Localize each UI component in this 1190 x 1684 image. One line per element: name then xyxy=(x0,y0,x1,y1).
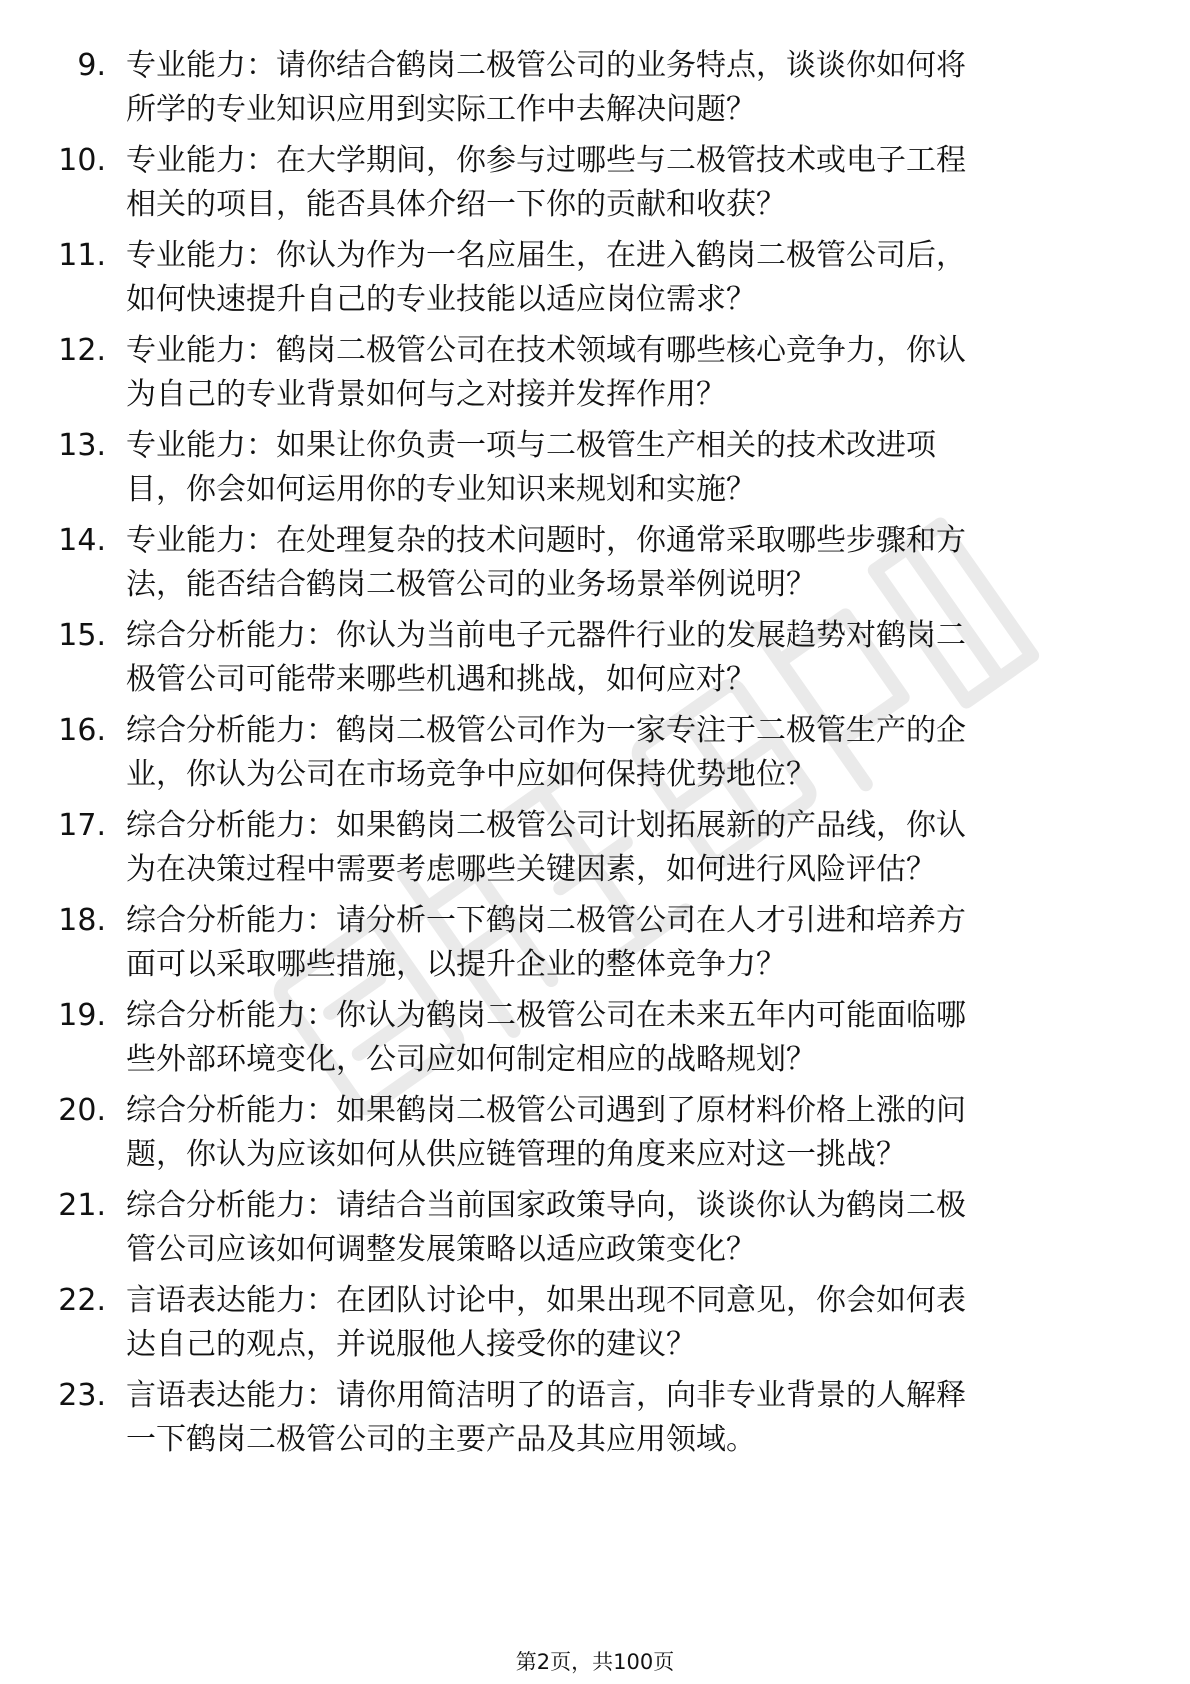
question-item xyxy=(0,1374,1190,1469)
question-number: 12. xyxy=(58,333,106,368)
question-text: 专业能力：请你结合鹤岗二极管公司的业务特点，谈谈你如何将 所学的专业知识应用到实际工作中去解决问题？ xyxy=(126,48,966,127)
question-number: 16. xyxy=(58,713,106,748)
question-number: 23. xyxy=(58,1378,106,1413)
question-text: 专业能力：在大学期间，你参与过哪些与二极管技术或电子工程 相关的项目，能否具体介绍一下你的贡献和收获？ xyxy=(126,143,966,222)
question-text: 综合分析能力：你认为当前电子元器件行业的发展趋势对鹤岗二 极管公司可能带来哪些机遇和挑战，如何应对？ xyxy=(126,618,966,697)
question-item xyxy=(0,424,1190,519)
question-item xyxy=(0,329,1190,424)
question-number: 13. xyxy=(58,428,106,463)
question-item xyxy=(0,44,1190,139)
question-number: 18. xyxy=(58,903,106,938)
question-text: 专业能力：在处理复杂的技术问题时，你通常采取哪些步骤和方 法，能否结合鹤岗二极管公司的业务场景举例说明？ xyxy=(126,523,966,602)
question-number: 22. xyxy=(58,1283,106,1318)
question-text: 综合分析能力：如果鹤岗二极管公司遇到了原材料价格上涨的问 题，你认为应该如何从供应链管理的角度来应对这一挑战？ xyxy=(126,1093,966,1172)
question-text: 综合分析能力：请分析一下鹤岗二极管公司在人才引进和培养方 面可以采取哪些措施，以提升企业的整体竞争力？ xyxy=(126,903,966,982)
question-item xyxy=(0,899,1190,994)
question-number: 20. xyxy=(58,1093,106,1128)
question-item xyxy=(0,614,1190,709)
question-text: 专业能力：鹤岗二极管公司在技术领域有哪些核心竞争力，你认 为自己的专业背景如何与之对接并发挥作用？ xyxy=(126,333,966,412)
question-number: 9. xyxy=(77,48,106,83)
question-number: 19. xyxy=(58,998,106,1033)
question-item xyxy=(0,139,1190,234)
question-text: 专业能力：你认为作为一名应届生，在进入鹤岗二极管公司后， 如何快速提升自己的专业技能以适应岗位需求？ xyxy=(126,238,966,317)
question-item xyxy=(0,519,1190,614)
question-text: 综合分析能力：如果鹤岗二极管公司计划拓展新的产品线，你认 为在决策过程中需要考虑哪些关键因素，如何进行风险评估？ xyxy=(126,808,966,887)
question-number: 14. xyxy=(58,523,106,558)
question-item xyxy=(0,1089,1190,1184)
question-list xyxy=(0,44,1190,1469)
question-item xyxy=(0,709,1190,804)
question-text: 综合分析能力：你认为鹤岗二极管公司在未来五年内可能面临哪 些外部环境变化，公司应如何制定相应的战略规划？ xyxy=(126,998,966,1077)
question-text: 专业能力：如果让你负责一项与二极管生产相关的技术改进项 目，你会如何运用你的专业知识来规划和实施？ xyxy=(126,428,936,507)
question-number: 11. xyxy=(58,238,106,273)
question-text: 言语表达能力：在团队讨论中，如果出现不同意见，你会如何表 达自己的观点，并说服他人接受你的建议？ xyxy=(126,1283,966,1362)
question-number: 17. xyxy=(58,808,106,843)
question-item xyxy=(0,994,1190,1089)
question-number: 21. xyxy=(58,1188,106,1223)
question-item xyxy=(0,234,1190,329)
question-text: 综合分析能力：请结合当前国家政策导向，谈谈你认为鹤岗二极 管公司应该如何调整发展策略以适应政策变化？ xyxy=(126,1188,966,1267)
question-item xyxy=(0,1184,1190,1279)
question-item xyxy=(0,804,1190,899)
question-item xyxy=(0,1279,1190,1374)
question-text: 综合分析能力：鹤岗二极管公司作为一家专注于二极管生产的企 业，你认为公司在市场竞争中应如何保持优势地位？ xyxy=(126,713,966,792)
page-footer: 第2页，共100页 xyxy=(515,1650,675,1674)
question-text: 言语表达能力：请你用简洁明了的语言，向非专业背景的人解释 一下鹤岗二极管公司的主要产品及其应用领域。 xyxy=(126,1378,966,1457)
question-number: 10. xyxy=(58,143,106,178)
question-number: 15. xyxy=(58,618,106,653)
